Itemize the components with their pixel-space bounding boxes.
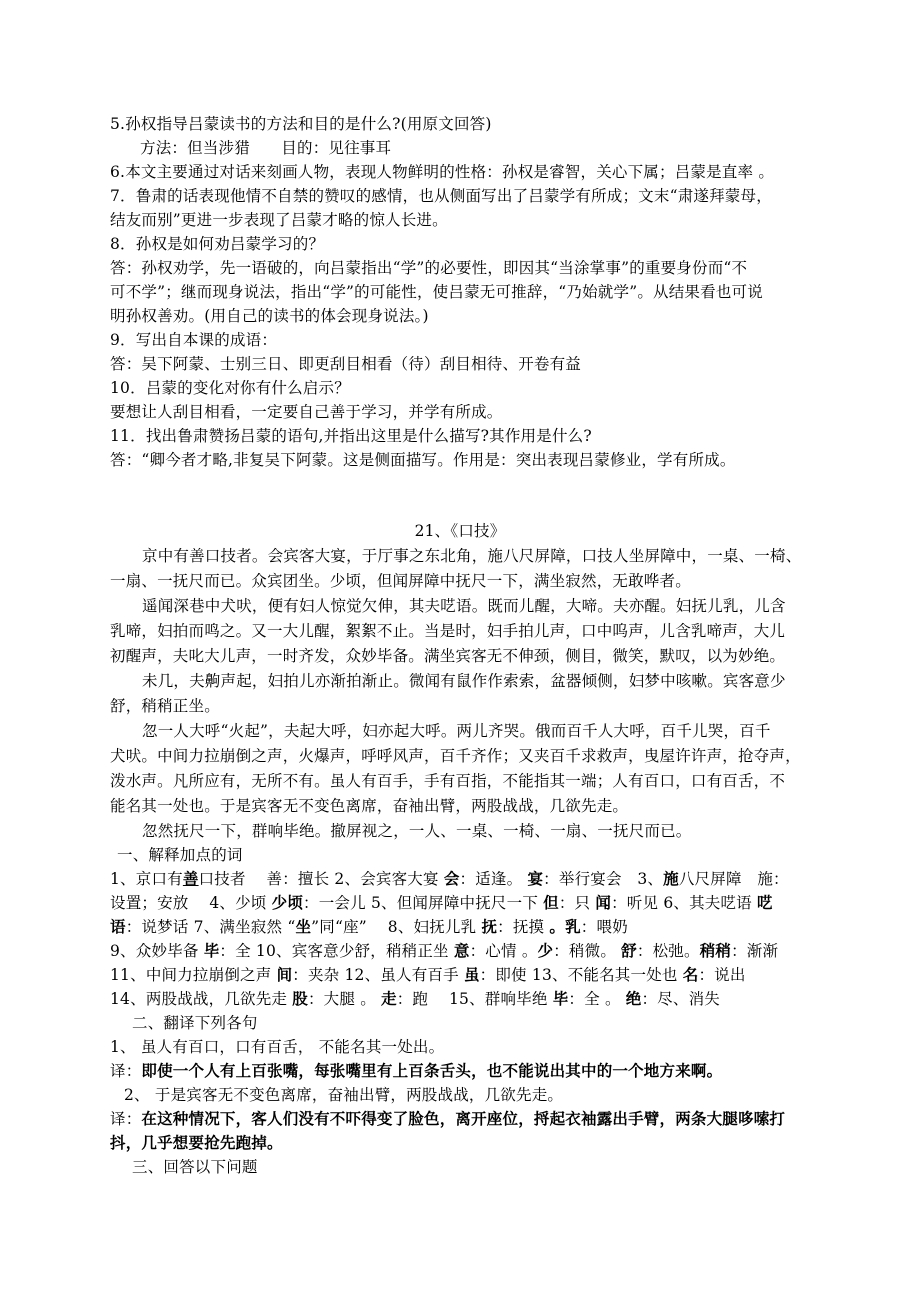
vocab-term: 稍稍 <box>699 941 732 960</box>
passage-p2-line2: 乳啼，妇拍而鸣之。又一大儿醒，絮絮不止。当是时，妇手拍儿声，口中呜声，儿含乳啼声，大儿 <box>110 622 786 640</box>
translate-heading: 二、翻译下列各句 <box>132 1014 258 1032</box>
question-10: 10．吕蒙的变化对你有什么启示？ <box>110 379 350 397</box>
vocab-text: 9、众妙毕备 <box>110 942 204 960</box>
question-7-line1: 7．鲁肃的话表现他情不自禁的赞叹的感情，也从侧面写出了吕蒙学有所成；文末“肃遂拜蒙母， <box>110 187 772 205</box>
vocab-term: 闻 <box>595 893 612 912</box>
vocab-line5 <box>110 963 746 987</box>
vocab-text: ：喂奶 <box>580 918 628 936</box>
passage-p2-line1: 遥闻深巷中犬吠，便有妇人惊觉欠伸，其夫呓语。既而儿醒，大啼。夫亦醒。妇抚儿乳，儿含 <box>142 597 786 615</box>
vocab-text: ：说梦话 7、满坐寂然 “ <box>125 918 296 936</box>
vocab-term: 少 <box>537 941 554 960</box>
questions-heading: 三、回答以下问题 <box>132 1158 258 1176</box>
vocab-term: 抚 <box>481 917 498 936</box>
question-8-answer-line3: 明孙权善劝。(用自己的读书的体会现身说法。) <box>110 307 429 325</box>
vocab-term: 走 <box>381 989 397 1008</box>
vocab-text: ：适逢。 <box>459 870 528 888</box>
passage-p3-line2: 舒，稍稍正坐。 <box>110 697 220 715</box>
vocab-term: 坐 <box>295 917 312 936</box>
vocab-line3 <box>110 915 628 939</box>
vocab-term: 语 <box>110 917 126 936</box>
translation-prefix: 译： <box>110 1110 142 1128</box>
passage-p5: 忽然抚尺一下，群响毕绝。撤屏视之，一人、一桌、一椅、一扇、一抚尺而已。 <box>142 822 692 840</box>
passage-p2-line3: 初醒声，夫叱大儿声，一时齐发，众妙毕备。满坐宾客无不伸颈，侧目，微笑，默叹，以为妙绝。 <box>110 647 786 665</box>
question-6: 6.本文主要通过对话来刻画人物，表现人物鲜明的性格：孙权是睿智，关心下属；吕蒙是直率 。 <box>110 163 775 181</box>
vocab-text: ：稍微。 <box>553 942 622 960</box>
vocab-text: ：听见 6、其夫呓语 <box>611 894 758 912</box>
vocab-text: 14、两股战战，几欲先走 <box>110 990 293 1008</box>
lesson-title: 21、《口技》 <box>414 522 506 540</box>
vocab-term: 。乳 <box>549 917 581 936</box>
vocab-text: ：大腿 。 <box>307 990 382 1008</box>
vocab-line4 <box>110 939 778 963</box>
vocab-term: 名 <box>682 965 699 984</box>
question-5-answer: 方法：但当涉猎 目的：见往事耳 <box>140 139 392 157</box>
vocab-text: 1、京口有 <box>110 870 183 888</box>
vocab-term: 但 <box>543 893 559 912</box>
question-9: 9．写出自本课的成语： <box>110 331 278 349</box>
vocab-term: 舒 <box>621 941 637 960</box>
translation-text: 在这种情况下，客人们没有不吓得变了脸色，离开座位，捋起衣袖露出手臂，两条大腿哆嗦打 <box>141 1109 786 1128</box>
vocab-text: ：心情 。 <box>469 942 538 960</box>
question-7-line2: 结友而别”更进一步表现了吕蒙才略的惊人长进。 <box>110 211 448 229</box>
vocab-text: 八尺屏障 施： <box>678 870 789 888</box>
vocab-term: 善 <box>182 869 199 888</box>
vocab-term: 间 <box>276 965 293 984</box>
vocab-line2 <box>110 891 773 915</box>
passage-p4-line2: 犬吠。中间力拉崩倒之声，火爆声，呼呼风声，百千齐作；又夹百千求救声，曳屋许许声，抢夺声， <box>110 747 801 765</box>
vocab-text: 设置；安放 4、少顷 <box>110 894 272 912</box>
vocab-text: ：抚摸 <box>497 918 550 936</box>
vocab-heading: 一、解释加点的词 <box>117 846 243 864</box>
vocab-text: ：全 10、宾客意少舒，稍稍正坐 <box>219 942 454 960</box>
passage-p4-line3: 泼水声。凡所应有，无所不有。虽人有百手，手有百指，不能指其一端；人有百口，口有百舌，不 <box>110 772 786 790</box>
translate-sentence-2: 2、 于是宾客无不变色离席，奋袖出臂，两股战战，几欲先走。 <box>124 1086 564 1104</box>
vocab-term: 毕 <box>203 941 220 960</box>
vocab-term: 意 <box>453 941 470 960</box>
vocab-text: ：一会儿 5、但闻屏障中抚尺一下 <box>303 894 544 912</box>
translation-2-line2: 抖，几乎想要抢先跑掉。 <box>110 1133 283 1152</box>
vocab-text: 口技者 善：擅长 2、会宾客大宴 <box>198 870 444 888</box>
passage-p4-line1: 忽一人大呼“火起”，夫起大呼，妇亦起大呼。两儿齐哭。俄而百千人大呼，百千儿哭，百千 <box>142 722 771 740</box>
vocab-text: ：说出 <box>698 966 746 984</box>
passage-p1-line1: 京中有善口技者。会宾客大宴，于厅事之东北角，施八尺屏障，口技人坐屏障中，一桌、一椅、 <box>142 547 802 565</box>
vocab-text: ：夹杂 12、虽人有百手 <box>292 966 464 984</box>
vocab-term: 少顷 <box>271 893 304 912</box>
passage-p4-line4: 能名其一处也。于是宾客无不变色离席，奋袖出臂，两股战战，几欲先走。 <box>110 797 629 815</box>
vocab-text: 11、中间力拉崩倒之声 <box>110 966 277 984</box>
vocab-text: ”同“座” 8、妇抚儿乳 <box>311 918 482 936</box>
vocab-term: 绝 <box>625 989 642 1008</box>
vocab-text: ：全 。 <box>568 990 626 1008</box>
vocab-text: ：举行宴会 3、 <box>543 870 664 888</box>
vocab-term: 宴 <box>527 869 544 888</box>
translation-2-line1 <box>110 1107 785 1131</box>
question-9-answer: 答：吴下阿蒙、士别三日、即更刮目相看（待）刮目相待、开卷有益 <box>110 355 582 373</box>
translate-sentence-1: 1、 虽人有百口，口有百舌， 不能名其一处出。 <box>110 1038 445 1056</box>
vocab-term: 股 <box>292 989 308 1008</box>
question-8: 8．孙权是如何劝吕蒙学习的？ <box>110 235 325 253</box>
passage-p3-line1: 未几，夫齁声起，妇拍儿亦渐拍渐止。微闻有鼠作作索索，盆器倾侧，妇梦中咳嗽。宾客意少 <box>142 672 786 690</box>
vocab-text: ：渐渐 <box>731 942 779 960</box>
vocab-line1 <box>110 867 789 891</box>
vocab-term: 毕 <box>552 989 569 1008</box>
question-11-answer: 答：“卿今者才略,非复吴下阿蒙。这是侧面描写。作用是：突出表现吕蒙修业，学有所成。 <box>110 451 736 469</box>
vocab-text: ：尽、消失 <box>641 990 720 1008</box>
translation-1 <box>110 1059 722 1083</box>
question-8-answer-line1: 答：孙权劝学，先一语破的，向吕蒙指出“学”的必要性，即因其“当涂掌事”的重要身份而“不 <box>110 259 748 277</box>
vocab-term: 会 <box>443 869 460 888</box>
vocab-text: ：即使 13、不能名其一处也 <box>479 966 683 984</box>
question-5: 5.孙权指导吕蒙读书的方法和目的是什么?(用原文回答) <box>110 115 492 133</box>
question-10-answer: 要想让人刮目相看，一定要自己善于学习，并学有所成。 <box>110 403 503 421</box>
translation-text: 即使一个人有上百张嘴，每张嘴里有上百条舌头，也不能说出其中的一个地方来啊。 <box>141 1061 723 1080</box>
question-8-answer-line2: 可不学”；继而现身说法，指出“学”的可能性，使吕蒙无可推辞，“乃始就学”。从结果看也可说 <box>110 283 763 301</box>
vocab-term: 虽 <box>463 965 480 984</box>
vocab-line6 <box>110 987 720 1011</box>
passage-p1-line2: 一扇、一抚尺而已。众宾团坐。少顷，但闻屏障中抚尺一下，满坐寂然，无敢哗者。 <box>110 572 691 590</box>
translation-prefix: 译： <box>110 1062 142 1080</box>
question-11: 11．找出鲁肃赞扬吕蒙的语句,并指出这里是什么描写?其作用是什么? <box>110 427 592 445</box>
vocab-text: ：跑 15、群响毕绝 <box>396 990 553 1008</box>
vocab-text: ：只 <box>558 894 596 912</box>
vocab-term: 施 <box>663 869 679 888</box>
vocab-text: ：松弛。 <box>636 942 700 960</box>
vocab-term: 呓 <box>757 893 773 912</box>
